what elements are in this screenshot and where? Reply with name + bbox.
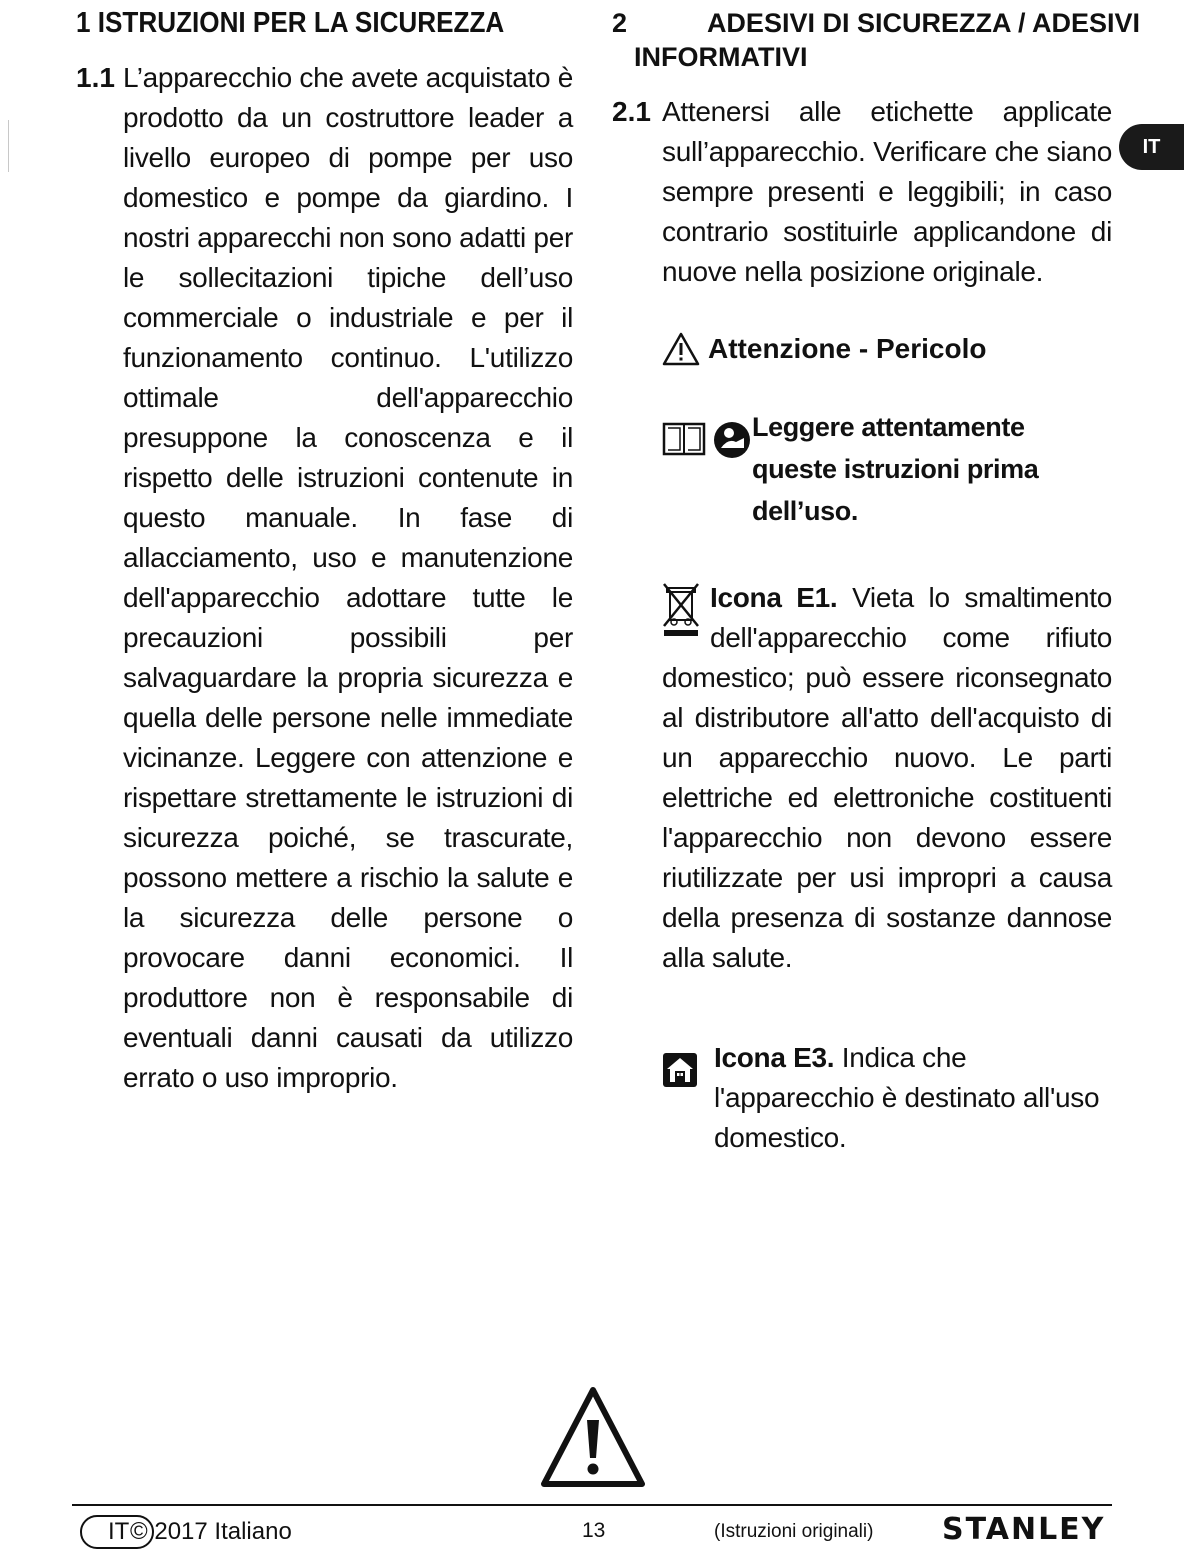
original-instructions-note: (Istruzioni originali)	[714, 1521, 874, 1542]
margin-mark	[8, 120, 9, 172]
icon-e3-symbol	[662, 1038, 714, 1158]
footer-divider	[72, 1504, 1112, 1506]
section-2	[612, 6, 1140, 1158]
warning-notice	[662, 332, 1114, 366]
read-icons	[662, 406, 752, 532]
section-2-title-line1: ADESIVI DI SICUREZZA / ADESIVI	[706, 8, 1140, 38]
section-2-title-line2: INFORMATIVI	[634, 42, 808, 72]
reading-person-icon	[712, 420, 752, 460]
section-2-number: 2	[612, 8, 628, 38]
paragraph-number: 1.1	[76, 62, 115, 93]
icon-e3-text-block	[714, 1038, 1114, 1158]
paragraph-2-1	[612, 92, 1114, 292]
icon-e1-description	[662, 578, 1112, 978]
warning-triangle-icon	[662, 332, 700, 366]
footer-copyright: © 2017 Italiano	[130, 1518, 292, 1545]
warning-triangle-icon	[538, 1384, 648, 1492]
crossed-bin-icon	[662, 582, 700, 638]
book-icon	[662, 420, 706, 456]
warning-label: Attenzione - Pericolo	[708, 333, 987, 364]
paragraph-1-1	[76, 58, 574, 1098]
language-tab: IT	[1119, 124, 1184, 170]
footer-language-code: IT	[108, 1518, 130, 1545]
paragraph-text: L’apparecchio che avete acquistato è prodotto da un costruttore leader a livello europeo di pompe per uso domestico e pompe da giardino. I nostri apparecchi non sono adatti per le sollecitazioni tipiche dell’uso commerciale o industriale e per il funzionamento continuo. L'utilizzo ottimale dell'apparecchio presuppone la conoscenza e il rispetto delle istruzioni contenute in questo manuale. In fase di allacciamento, uso e manutenzione dell'apparecchio adottare tutte le precauzioni possibili per salvaguardare la propria sicurezza e quella delle persone nelle immediate vicinanze. Leggere con attenzione e rispettare strettamente le istruzioni di sicurezza poiché, se trascurate, possono mettere a rischio la salute e la sicurezza delle persone o provocare danni economici. Il produttore non è responsabile di eventuali danni causati da utilizzo errato o uso improprio.	[123, 62, 573, 1093]
brand-logo: STANLEY	[942, 1512, 1106, 1547]
paragraph-text: Attenersi alle etichette applicate sull’apparecchio. Verificare che siano sempre presenti e leggibili; in caso contrario sostituirle applicandone di nuove nella posizione originale.	[662, 96, 1112, 287]
icon-e3-text: Indica che l'apparecchio è destinato all'uso domestico.	[714, 1042, 1100, 1153]
section-2-title	[612, 6, 1140, 40]
read-instructions-label: Leggere attentamente queste istruzioni prima dell’uso.	[752, 412, 1039, 526]
section-1	[76, 6, 574, 1098]
icon-e1-text: Vieta lo smaltimento dell'apparecchio come rifiuto domestico; può essere riconsegnato al distributore all'atto dell'acquisto di un apparecchio nuovo. Le parti elettriche ed elettroniche costituenti l'apparecchio non devono essere riutilizzate per usi impropri a causa della presenza di sostanze dannose alla salute.	[662, 582, 1112, 973]
paragraph-number: 2.1	[612, 96, 651, 127]
home-icon	[662, 1052, 698, 1088]
read-instructions-notice	[662, 406, 1114, 532]
icon-e3-label: Icona E3.	[714, 1042, 835, 1073]
page-footer	[72, 1512, 1112, 1552]
icon-e3-description	[662, 1038, 1114, 1158]
icon-e1-label: Icona E1.	[710, 582, 838, 613]
page-number: 13	[582, 1519, 606, 1542]
section-1-title: 1 ISTRUZIONI PER LA SICUREZZA	[76, 7, 505, 39]
